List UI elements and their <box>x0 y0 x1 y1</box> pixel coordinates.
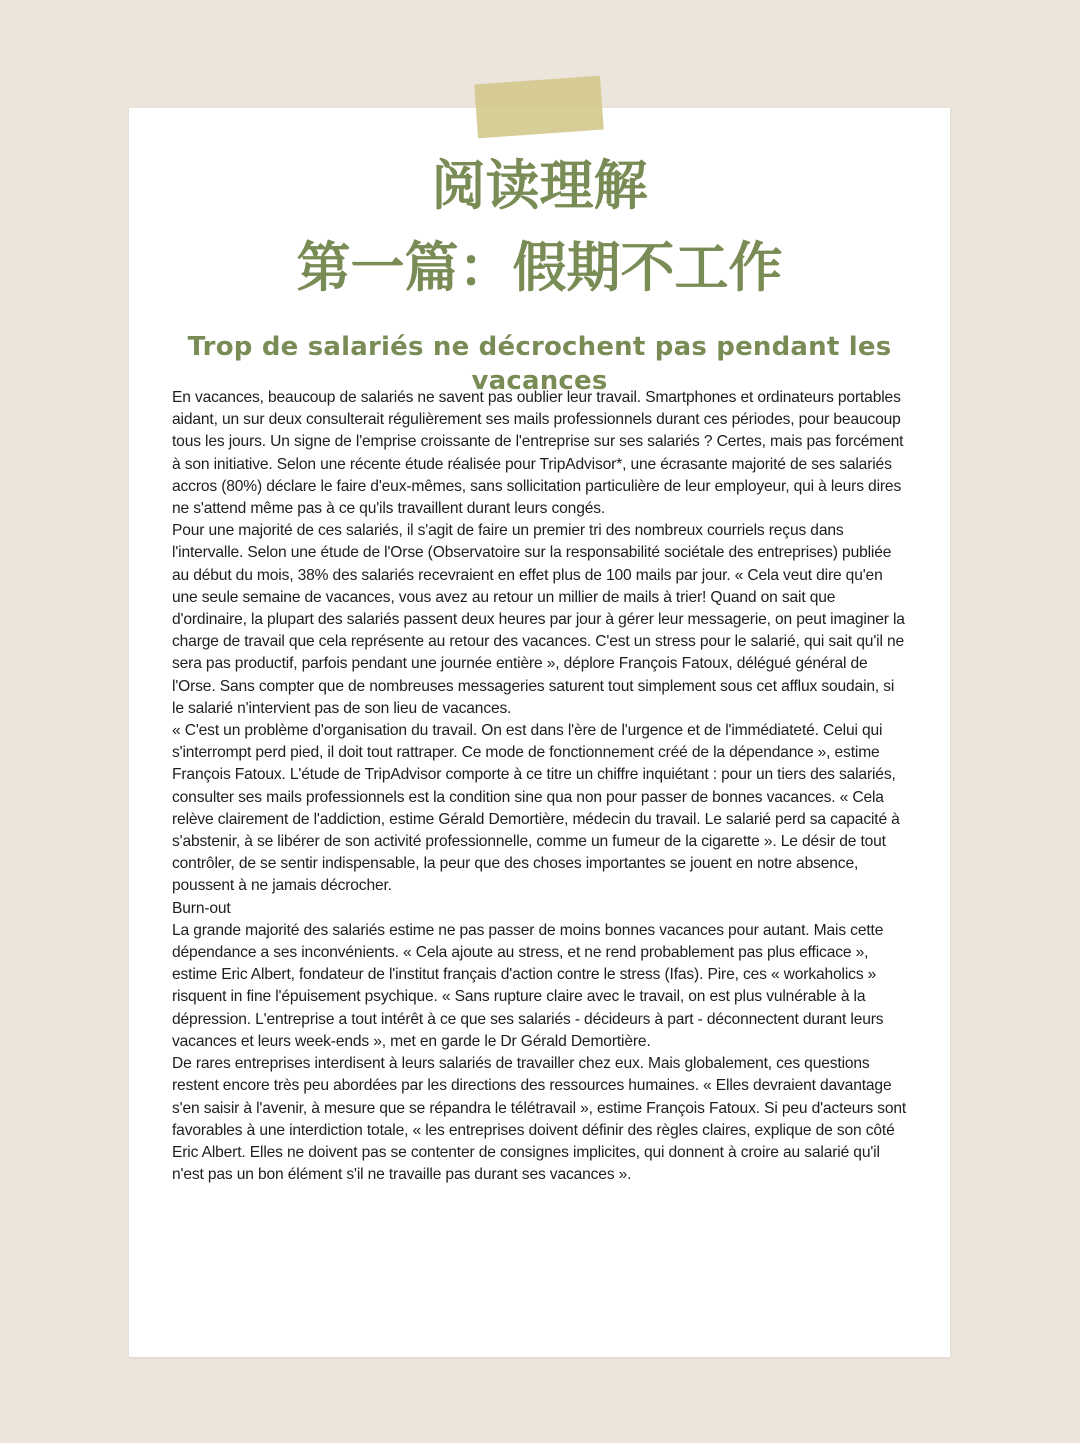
article-title: Trop de salariés ne décrochent pas pendant les vacances <box>187 332 892 396</box>
tape-strip <box>474 76 603 139</box>
article-paragraph: La grande majorité des salariés estime ne pas passer de moins bonnes vacances pour autant. Mais cette dépendance a ses inconvénients. « Cela ajoute au stress, et ne rend probablement pas plus efficace », estime Eric Albert, fondateur de l'institut français d'action contre le stress (Ifas). Pire, ces « workaholics » risquent in fine l'épuisement psychique. « Sans rupture claire avec le travail, on est plus vulnérable à la dépression. L'entreprise a tout intérêt à ce que ses salariés - décideurs à part - déconnectent durant leurs vacances et leurs week-ends », met en garde le Dr Gérald Demortière. <box>172 921 884 1050</box>
article-paragraph: En vacances, beaucoup de salariés ne savent pas oublier leur travail. Smartphones et ordinateurs portables aidant, un sur deux consulterait régulièrement ses mails professionnels durant ces périodes, pour beaucoup tous les jours. Un signe de l'emprise croissante de l'entreprise sur ses salariés ? Certes, mais pas forcément à son initiative. Selon une récente étude réalisée pour TripAdvisor*, une écrasante majorité de ses salariés accros (80%) déclare le faire d'eux-mêmes, sans sollicitation particulière de leur employeur, qui à leurs dires ne s'attend même pas à ce qu'ils travaillent durant leurs congés. <box>172 389 904 518</box>
page-title: 阅读理解 <box>431 154 648 217</box>
article-body <box>172 387 908 1186</box>
article-paragraph: Pour une majorité de ces salariés, il s'agit de faire un premier tri des nombreux courriels reçus dans l'intervalle. Selon une étude de l'Orse (Observatoire sur la responsabilité sociétale des entreprises) publiée au début du mois, 38% des salariés recevraient en effet plus de 100 mails par jour. « Cela veut dire qu'en une seule semaine de vacances, vous avez au retour un millier de mails à trier! Quand on sait que d'ordinaire, la plupart des salariés passent deux heures par jour à gérer leur messagerie, on peut imaginer la charge de travail que cela représente au retour des vacances. C'est un stress pour le salarié, qui sait qu'il ne sera pas productif, parfois pendant une journée entière », déplore François Fatoux, délégué général de l'Orse. Sans compter que de nombreuses messageries saturent tout simplement sous cet afflux soudain, si le salarié n'intervient pas de son lieu de vacances. <box>172 522 905 717</box>
section-heading: Burn-out <box>172 899 231 917</box>
article-paragraph: De rares entreprises interdisent à leurs salariés de travailler chez eux. Mais globalement, ces questions restent encore très peu abordées par les directions des ressources humaines. « Elles devraient davantage s'en saisir à l'avenir, à mesure que se répandra le télétravail », estime François Fatoux. Si peu d'acteurs sont favorables à une interdiction totale, « les entreprises doivent définir des règles claires, explique de son côté Eric Albert. Elles ne doivent pas se contenter de consignes implicites, qui donnent à croire au salarié qu'il n'est pas un bon élément s'il ne travaille pas durant ses vacances ». <box>172 1055 907 1184</box>
article-paragraph: « C'est un problème d'organisation du travail. On est dans l'ère de l'urgence et de l'immédiateté. Celui qui s'interrompt perd pied, il doit tout rattraper. Ce mode de fonctionnement créé de la dépendance », estime François Fatoux. L'étude de TripAdvisor comporte à ce titre un chiffre inquiétant : pour un tiers des salariés, consulter ses mails professionnels est la condition sine qua non pour passer de bonnes vacances. « Cela relève clairement de l'addiction, estime Gérald Demortière, médecin du travail. Le salarié perd sa capacité à s'abstenir, à se libérer de son activité professionnelle, comme un fumeur de la cigarette ». Le désir de tout contrôler, de se sentir indispensable, la peur que des choses importantes se jouent en notre absence, poussent à ne jamais décrocher. <box>172 722 900 895</box>
page-subtitle-chinese: 第一篇：假期不工作 <box>296 236 783 299</box>
